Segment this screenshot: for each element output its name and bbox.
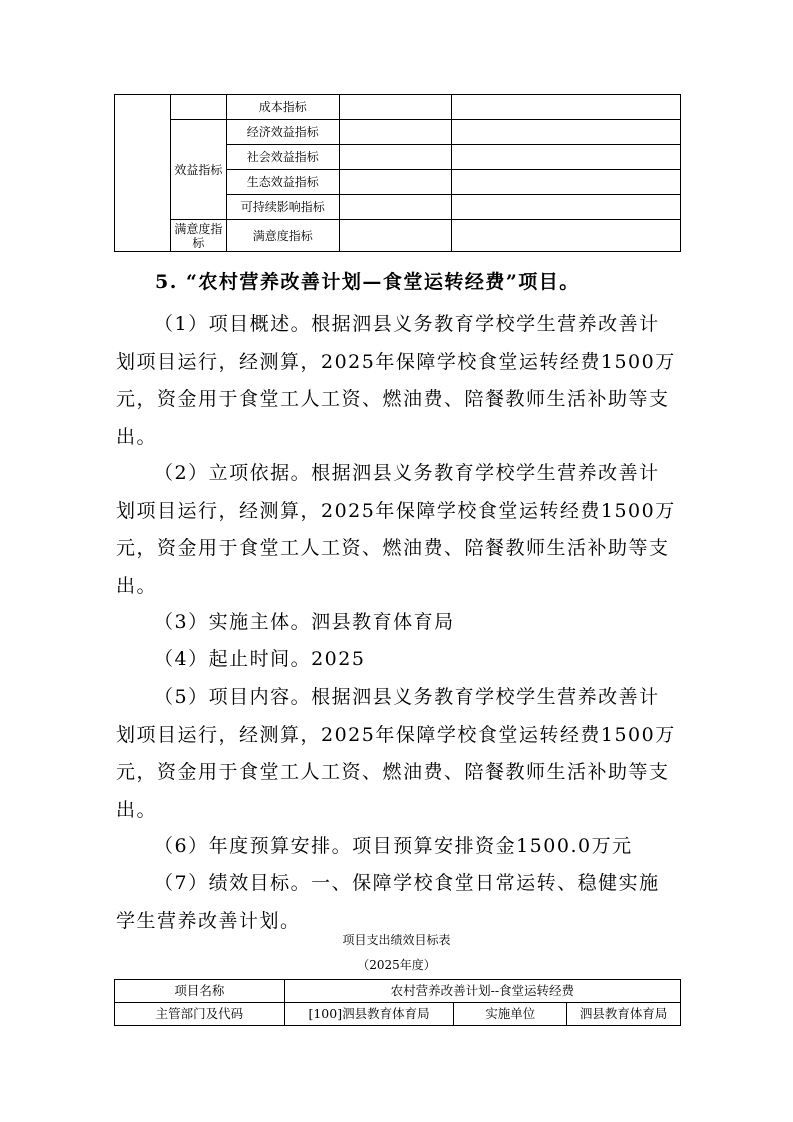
indicator-subcategory-cell: 满意度指标	[170, 220, 226, 252]
indicator-subcategory-cell	[170, 95, 226, 120]
dept-label: 主管部门及代码	[115, 1003, 285, 1026]
indicator-value-cell	[339, 195, 452, 220]
indicator-table	[114, 94, 681, 252]
table-title: 项目支出绩效目标表	[342, 933, 451, 947]
paragraph-budget: （6）年度预算安排。项目预算安排资金1500.0万元	[154, 835, 633, 857]
indicator-name-cell: 生态效益指标	[226, 170, 339, 195]
indicator-target-cell	[452, 145, 681, 170]
paragraph-goal: （7）绩效目标。一、保障学校食堂日常运转、稳健实施学生营养改善计划。	[116, 872, 660, 932]
indicator-name-cell: 可持续影响指标	[226, 195, 339, 220]
paragraph-basis: （2）立项依据。根据泗县义务教育学校学生营养改善计划项目运行，经测算，2025年保障学校食堂运转经费1500万元，资金用于食堂工人工资、燃油费、陪餐教师生活补助等支出。	[116, 462, 676, 597]
section-heading: 5. “农村营养改善计划—食堂运转经费”项目。	[155, 271, 580, 293]
paragraph-implementer: （3）实施主体。泗县教育体育局	[154, 611, 455, 633]
indicator-name-cell: 经济效益指标	[226, 120, 339, 145]
impl-label: 实施单位	[454, 1003, 567, 1026]
indicator-target-cell	[452, 95, 681, 120]
indicator-category-cell	[115, 95, 171, 252]
indicator-value-cell	[339, 95, 452, 120]
performance-target-table	[114, 979, 681, 1026]
paragraph-overview: （1）项目概述。根据泗县义务教育学校学生营养改善计划项目运行，经测算，2025年保障学校食堂运转经费1500万元，资金用于食堂工人工资、燃油费、陪餐教师生活补助等支出。	[116, 313, 676, 448]
indicator-name-cell: 成本指标	[226, 95, 339, 120]
dept-value: [100]泗县教育体育局	[284, 1003, 454, 1026]
indicator-value-cell	[339, 120, 452, 145]
paragraph-period: （4）起止时间。2025	[154, 648, 366, 670]
impl-value: 泗县教育体育局	[567, 1003, 681, 1026]
indicator-subcategory-cell: 效益指标	[170, 120, 226, 220]
indicator-value-cell	[339, 220, 452, 252]
paragraph-content: （5）项目内容。根据泗县义务教育学校学生营养改善计划项目运行，经测算，2025年保障学校食堂运转经费1500万元，资金用于食堂工人工资、燃油费、陪餐教师生活补助等支出。	[116, 686, 676, 821]
indicator-value-cell	[339, 170, 452, 195]
project-name-label: 项目名称	[115, 980, 285, 1003]
indicator-target-cell	[452, 120, 681, 145]
indicator-name-cell: 满意度指标	[226, 220, 339, 252]
indicator-target-cell	[452, 195, 681, 220]
table-year: （2025年度）	[357, 958, 436, 972]
indicator-value-cell	[339, 145, 452, 170]
project-name-value: 农村营养改善计划--食堂运转经费	[284, 980, 680, 1003]
indicator-name-cell: 社会效益指标	[226, 145, 339, 170]
indicator-target-cell	[452, 220, 681, 252]
indicator-target-cell	[452, 170, 681, 195]
